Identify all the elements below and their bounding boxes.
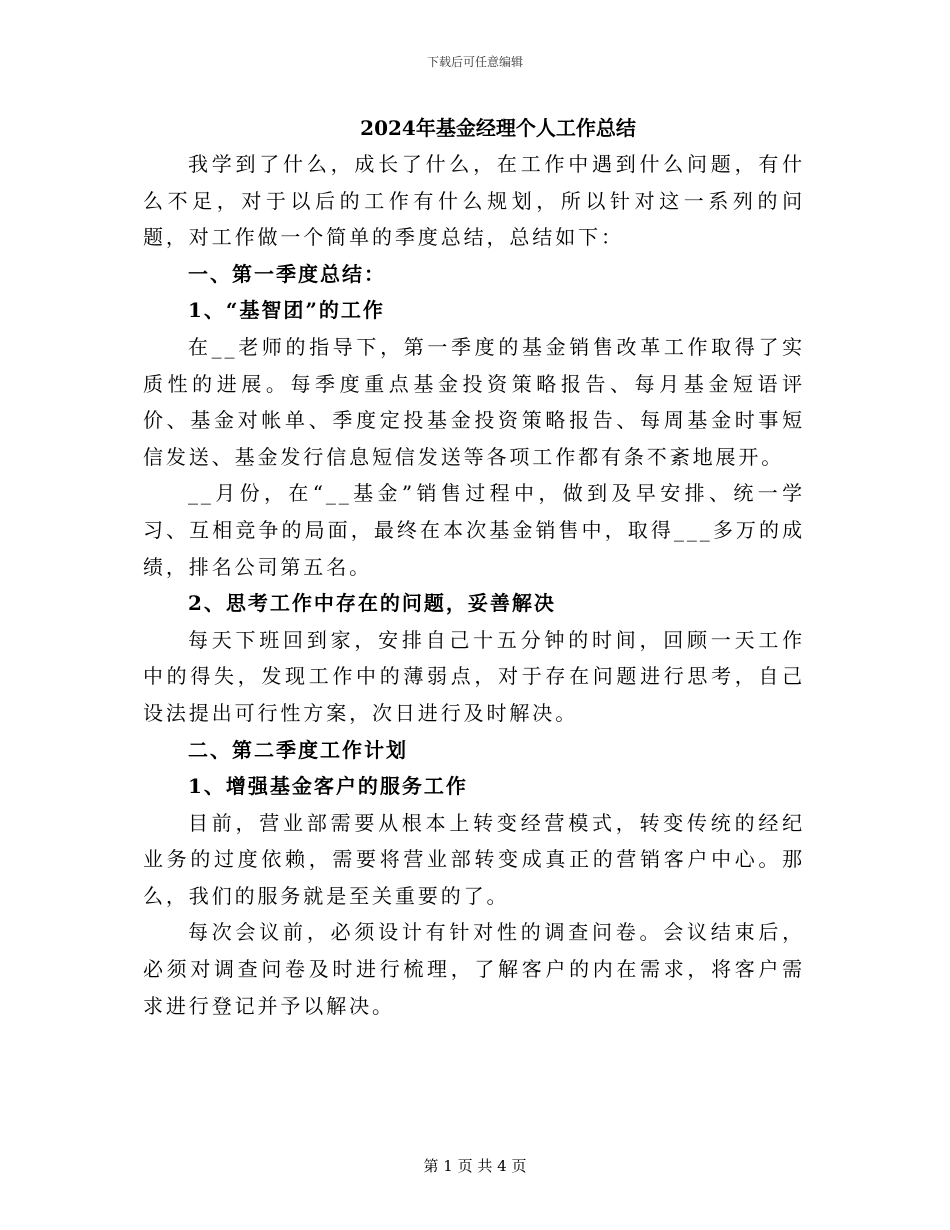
subheading-problem-solving: 2、思考工作中存在的问题，妥善解决 — [188, 591, 556, 616]
section-heading-q1-summary: 一、第一季度总结： — [188, 261, 386, 286]
subheading-client-service: 1、增强基金客户的服务工作 — [188, 774, 468, 799]
section-heading-q2-plan: 二、第二季度工作计划 — [188, 737, 408, 762]
body-paragraph: __月份，在“__基金”销售过程中，做到及早安排、统一学习、互相竞争的局面，最终在本次基金销售中，取得___多万的成绩，排名公司第五名。 — [143, 481, 805, 579]
body-paragraph: 每次会议前，必须设计有针对性的调查问卷。会议结束后，必须对调查问卷及时进行梳理，了解客户的内在需求，将客户需求进行登记并予以解决。 — [143, 920, 805, 1018]
body-paragraph: 每天下班回到家，安排自己十五分钟的时间，回顾一天工作中的得失，发现工作中的薄弱点，对于存在问题进行思考，自己设法提出可行性方案，次日进行及时解决。 — [143, 627, 805, 725]
body-paragraph: 在__老师的指导下，第一季度的基金销售改革工作取得了实质性的进展。每季度重点基金投资策略报告、每月基金短语评价、基金对帐单、季度定投基金投资策略报告、每周基金时事短信发送、基金发行信息短信发送等各项工作都有条不紊地展开。 — [143, 334, 805, 469]
document-title: 2024年基金经理个人工作总结 — [360, 116, 636, 140]
page-number-footer: 第 1 页 共 4 页 — [423, 1157, 527, 1175]
subheading-jizhituan-work: 1、“基智团”的工作 — [188, 298, 385, 323]
header-note: 下载后可任意编辑 — [426, 55, 523, 69]
body-paragraph: 目前，营业部需要从根本上转变经营模式，转变传统的经纪业务的过度依赖，需要将营业部转变成真正的营销客户中心。那么，我们的服务就是至关重要的了。 — [143, 810, 805, 908]
intro-paragraph: 我学到了什么，成长了什么，在工作中遇到什么问题，有什么不足，对于以后的工作有什么规划，所以针对这一系列的问题，对工作做一个简单的季度总结，总结如下： — [143, 152, 805, 250]
document-body — [143, 146, 805, 1024]
